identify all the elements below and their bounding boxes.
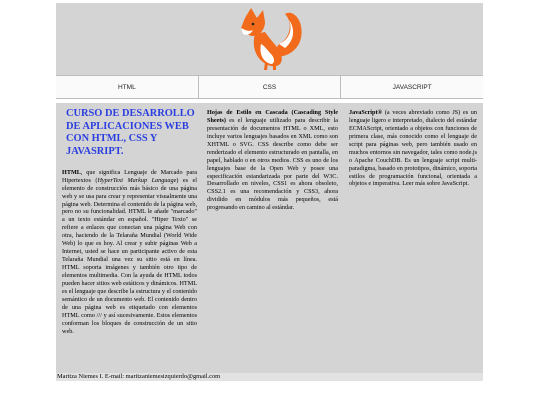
html-text-b: ) es el elemento de construcción más básico de una página web y se usa para crear y representar visualmente una página web. Determina el contenido de la página web, pero no su funcionalidad. HTML le añade "marcado" a un texto estándar en español. "Hiper Texto" se refiere a enlaces que conectan una página Web con otra, haciendo de la Telaraña Mundial (World Wide Web) lo que es hoy. Al crear y subir páginas Web a Internet, usted se hace un participante activo de esta Telaraña Mundial una vez su sitio está en línea. HTML soporta imágenes y también otro tipo de elementos multimedia. Con la ayuda de HTML todos pueden hacer sitios web estáticos y dinámicos. HTML es el lenguaje que describe la estructura y el contenido semántico de un documento web. El contenido dentro de una página web es etiquetado con elementos HTML como /// y así sucesivamente. Estos elementos conforman los bloques de construcción de un sitio web. [62, 176, 198, 335]
javascript-text: (a veces abreviado como JS) es un lenguaje ligero e interpretado, dialecto del estándar ECMAScript, orientado a objetos con funciones de primera clase, más conocido como el lenguaje de script para páginas web, pero también usado en muchos entornos sin navegador, tales como node.js o Apache CouchDB. Es un lenguaje script multi-paradigma, basado en prototipos, dinámico, soporta estilos de programación funcional, orientada a objetos e imperativa. Leer más sobre JavaScript. [349, 109, 477, 188]
css-column [203, 103, 345, 376]
css-text: es el lenguaje utilizado para describir la presentación de documentos HTML o XML, esto incluye varios lenguajes basados en XML como son XHTML o SVG. CSS describe como debe ser renderizado el elemento estructurado en pantalla, en papel, hablado o en otros medios. CSS es uno de los lenguajes base de la Open Web y posee una especificación estandarizada por parte del W3C. Desarrollado en niveles, CSS1 es ahora obsoleto, CSS2.1 es una recomendación y CSS3, ahora dividido en módulos más pequeños, está progresando en camino al estándar. [207, 116, 338, 212]
footer-contact: Maritza Niemes I. E-mail: maritzaniemesizquierdo@gmail.com [56, 373, 483, 381]
html-term-en: HyperText Markup Language [97, 176, 177, 184]
main-nav [56, 75, 483, 99]
header-banner [56, 3, 483, 75]
html-text-a: , que significa Lenguaje de Marcado para Hipertextos ( [62, 168, 197, 184]
html-description [62, 169, 197, 336]
html-column [56, 103, 203, 376]
javascript-term: JavaScript® [349, 109, 383, 116]
nav-item-javascript[interactable]: JAVASCRIPT [340, 76, 483, 98]
javascript-column [345, 103, 483, 376]
css-term: Hojas de Estilo en Cascada (Cascading Style Sheets) [207, 109, 338, 124]
nav-item-css[interactable]: CSS [198, 76, 341, 98]
page-title: CURSO DE DESARROLLO DE APLICACIONES WEB CON HTML, CSS Y JAVASRIPT. [66, 108, 195, 158]
css-description [207, 109, 338, 212]
javascript-description [349, 109, 477, 188]
content-area [56, 103, 483, 376]
nav-item-html[interactable]: HTML [56, 76, 198, 98]
fox-logo-icon [231, 4, 307, 74]
html-term: HTML [62, 168, 81, 176]
page-container [56, 3, 483, 376]
